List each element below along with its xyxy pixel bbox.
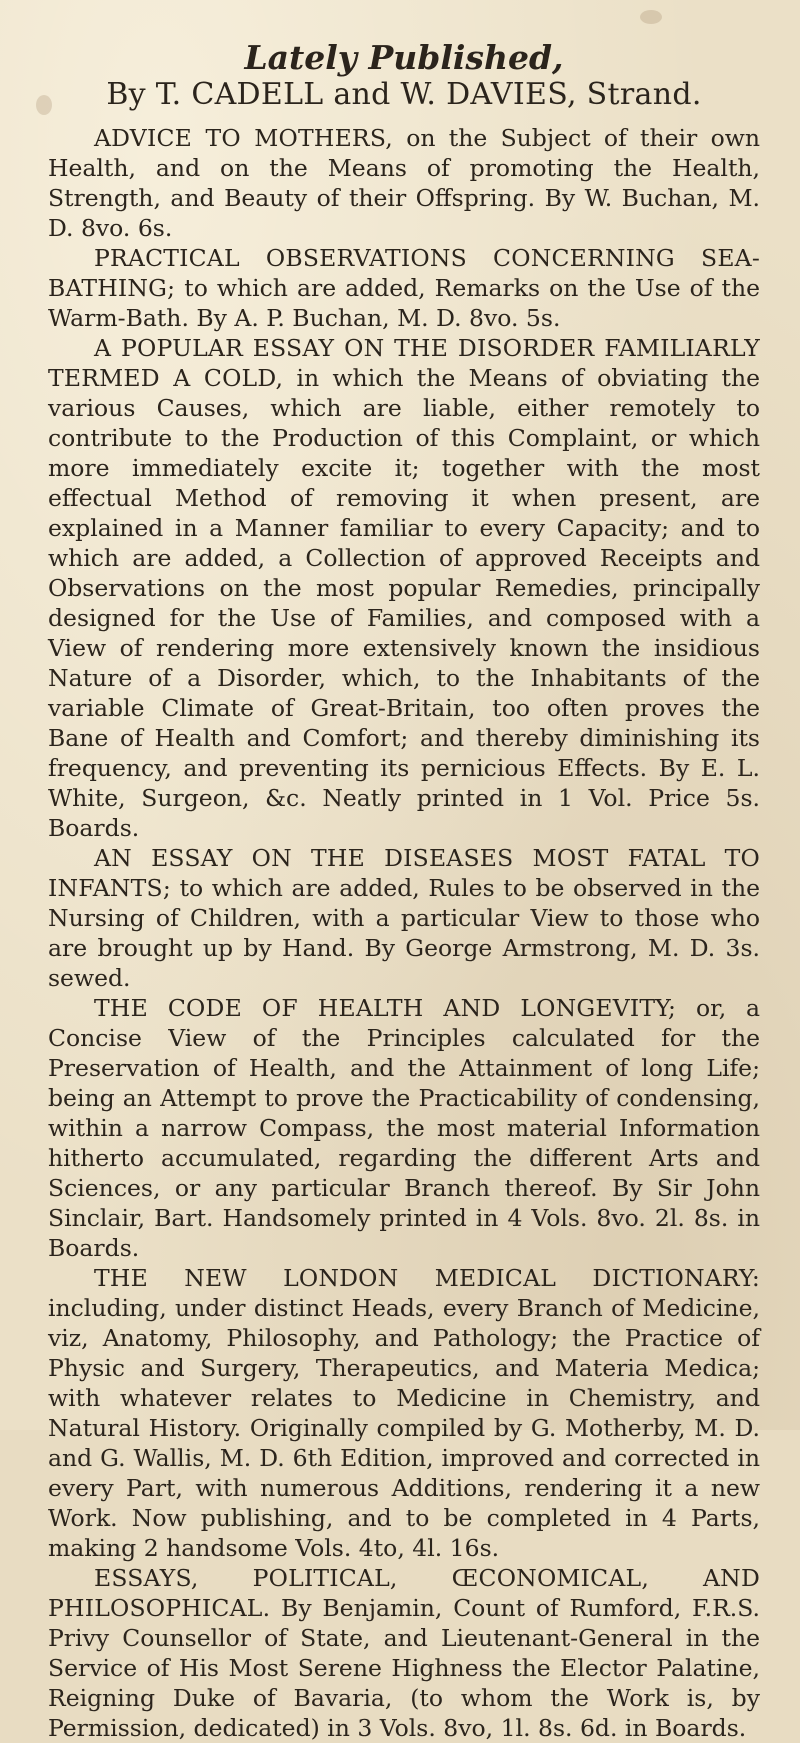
advertisement-entry	[48, 123, 760, 243]
paper-stain	[36, 95, 52, 115]
advertisement-entry	[48, 333, 760, 843]
entry-title: THE CODE OF HEALTH AND LONGEVITY;	[94, 993, 677, 1022]
paper-stain	[640, 10, 662, 24]
entry-body: to which are added, Rules to be observed in the Nursing of Children, with a particular View to those who are brought up by Hand. By George Armstrong, M. D. 3s. sewed.	[48, 873, 760, 992]
entry-title: AN ESSAY ON THE DISEASES MOST FATAL TO INFANTS;	[48, 843, 760, 902]
entry-title: ADVICE TO MOTHERS,	[94, 123, 393, 152]
entry-body: including, under distinct Heads, every Branch of Medicine, viz, Anatomy, Philosophy, and Pathology; the Practice of Physic and Surgery, Therapeutics, and Materia Medica; with whatever relates to Medicine in Chemistry, and Natural History. Originally compiled by G. Motherby, M. D. and G. Wallis, M. D. 6th Edition, improved and corrected in every Part, with numerous Additions, rendering it a new Work. Now publishing, and to be completed in 4 Parts, making 2 handsome Vols. 4to, 4l. 16s.	[48, 1293, 760, 1562]
entry-title: THE NEW LONDON MEDICAL DICTIONARY:	[94, 1263, 760, 1292]
advertisement-entry	[48, 1563, 760, 1743]
entry-body: in which the Means of obviating the various Causes, which are liable, either remotely to contribute to the Production of this Complaint, or which more immediately excite it; together with the most effectual Method of removing it when present, are explained in a Manner familiar to every Capacity; and to which are added, a Collection of approved Receipts and Observations on the most popular Remedies, principally designed for the Use of Families, and composed with a View of rendering more extensively known the insidious Nature of a Disorder, which, to the Inhabitants of the variable Climate of Great-Britain, too often proves the Bane of Health and Comfort; and thereby diminishing its frequency, and preventing its pernicious Effects. By E. L. White, Surgeon, &c. Neatly printed in 1 Vol. Price 5s. Boards.	[48, 363, 760, 842]
advertisement-entry	[48, 843, 760, 993]
entry-body: on the Subject of their own Health, and on the Means of promoting the Health, Strength, and Beauty of their Offspring. By W. Buchan, M. D. 8vo. 6s.	[48, 123, 760, 242]
advertisement-entry	[48, 1263, 760, 1563]
entry-body: or, a Concise View of the Principles calculated for the Preservation of Health, and the Attainment of long Life; being an Attempt to prove the Practicability of condensing, within a narrow Compass, the most material Information hitherto accumulated, regarding the different Arts and Sciences, or any particular Branch thereof. By Sir John Sinclair, Bart. Handsomely printed in 4 Vols. 8vo. 2l. 8s. in Boards.	[48, 993, 760, 1262]
entry-title: PRACTICAL OBSERVATIONS CONCERNING SEA-BATHING;	[48, 243, 760, 302]
entry-title: A POPULAR ESSAY ON THE DISORDER FAMILIARLY TERMED A COLD,	[48, 333, 760, 392]
entry-title: ESSAYS, POLITICAL, ŒCONOMICAL, AND PHILOSOPHICAL.	[48, 1563, 760, 1622]
entry-body: to which are added, Remarks on the Use of the Warm-Bath. By A. P. Buchan, M. D. 8vo. 5s.	[48, 273, 760, 332]
advertisement-entry	[48, 243, 760, 333]
advertisement-entry	[48, 993, 760, 1263]
publisher-line: By T. CADELL and W. DAVIES, Strand.	[106, 77, 702, 113]
entry-body: By Benjamin, Count of Rumford, F.R.S. Privy Counsellor of State, and Lieutenant-General in the Service of His Most Serene Highness the Elector Palatine, Reigning Duke of Bavaria, (to whom the Work is, by Permission, dedicated) in 3 Vols. 8vo, 1l. 8s. 6d. in Boards.	[48, 1593, 760, 1742]
lately-published-heading: Lately Published,	[244, 38, 564, 77]
